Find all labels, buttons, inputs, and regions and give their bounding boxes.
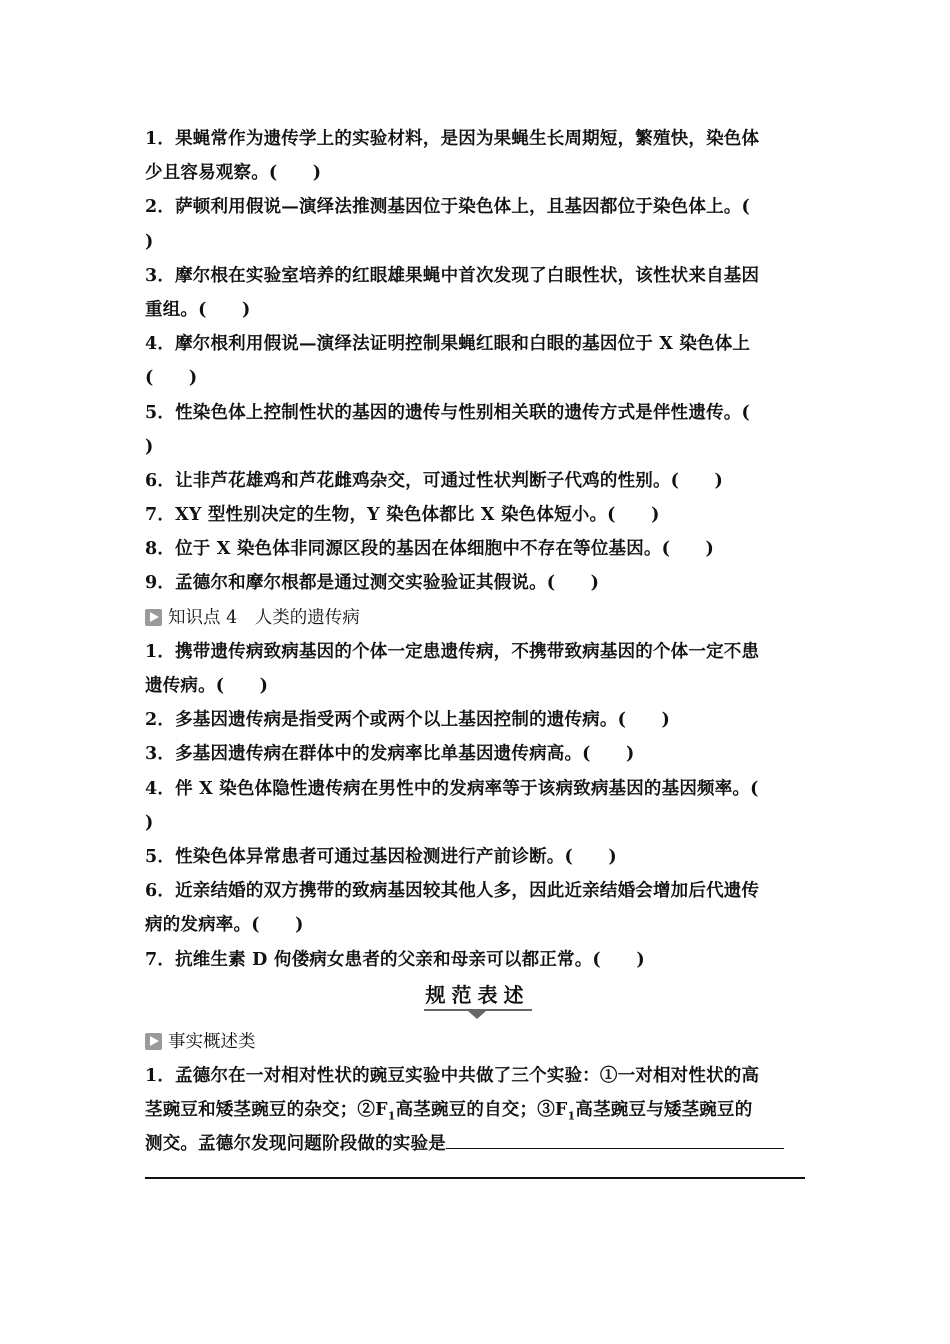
section4-list [145,635,810,977]
play-icon [145,1033,162,1050]
list-item: 1．携带遗传病致病基因的个体一定患遗传病，不携带致病基因的个体一定不患 [145,641,760,662]
section-title: 事实概述类 [168,1031,256,1052]
question-line: 1．孟德尔在一对相对性状的豌豆实验中共做了三个实验：①一对相对性状的高 [145,1065,760,1086]
list-item: 1．果蝇常作为遗传学上的实验材料，是因为果蝇生长周期短，繁殖快，染色体 [145,129,760,149]
play-icon [145,609,162,626]
triangle-down-icon [468,1011,486,1019]
list-item: 遗传病。( ) [145,676,269,696]
section-title: 知识点 4 人类的遗传病 [168,607,360,628]
text-span: 测交。孟德尔发现问题阶段做的实验是 [145,1134,446,1155]
list-item: 3．摩尔根在实验室培养的红眼雄果蝇中首次发现了白眼性状，该性状来自基因 [145,265,760,286]
section-heading-facts [145,1025,810,1059]
list-item: 9．孟德尔和摩尔根都是通过测交实验验证其假说。( ) [145,573,600,594]
text-span: 茎豌豆和矮茎豌豆的杂交；② [145,1100,376,1121]
list-item: ) [145,812,154,833]
section-heading-knowledge-4 [145,601,810,635]
text-span: 高茎豌豆与矮茎豌豆的 [575,1100,753,1121]
list-item: 2．萨顿利用假说—演绎法推测基因位于染色体上，且基因都位于染色体上。( [145,197,750,218]
document-page [145,122,810,1179]
question-line [145,1127,810,1161]
list-item: ) [145,231,154,252]
list-item: 8．位于 X 染色体非同源区段的基因在体细胞中不存在等位基因。( ) [145,539,714,560]
list-item: 5．性染色体异常患者可通过基因检测进行产前诊断。( ) [145,846,617,867]
text-span: 高茎豌豆的自交；③ [395,1100,555,1121]
list-item: ) [145,436,154,457]
text-span: F [375,1100,388,1121]
question-line [145,1093,810,1127]
text-span: F [554,1100,568,1121]
list-item: 7．XY 型性别决定的生物，Y 染色体都比 X 染色体短小。( ) [145,505,660,526]
list-item: 重组。( ) [145,299,251,320]
list-item: 3．多基因遗传病在群体中的发病率比单基因遗传病高。( ) [145,744,635,765]
answer-blank[interactable] [446,1147,784,1149]
facts-question-1 [145,1059,810,1179]
list-item: 2．多基因遗传病是指受两个或两个以上基因控制的遗传病。( ) [145,710,670,731]
list-item: ( ) [145,368,198,389]
list-item: 4．伴 X 染色体隐性遗传病在男性中的发病率等于该病致病基因的基因频率。( [145,778,759,799]
list-item: 病的发病率。( ) [145,915,304,936]
list-item: 6．让非芦花雄鸡和芦花雌鸡杂交，可通过性状判断子代鸡的性别。( ) [145,470,724,491]
subscript: 1 [567,1109,576,1123]
list-item: 少且容易观察。( ) [145,163,322,184]
banner-standard-expression [145,977,810,1025]
subscript: 1 [387,1109,396,1123]
list-item: 5．性染色体上控制性状的基因的遗传与性别相关联的遗传方式是伴性遗传。( [145,402,750,423]
list-item: 7．抗维生素 D 佝偻病女患者的父亲和母亲可以都正常。( ) [145,949,645,970]
list-item: 6．近亲结婚的双方携带的致病基因较其他人多，因此近亲结婚会增加后代遗传 [145,881,760,902]
answer-line[interactable] [145,1177,805,1179]
list-item: 4．摩尔根利用假说—演绎法证明控制果蝇红眼和白眼的基因位于 X 染色体上 [145,334,751,355]
part1-list [145,122,810,601]
banner-title: 规范表述 [424,981,532,1011]
